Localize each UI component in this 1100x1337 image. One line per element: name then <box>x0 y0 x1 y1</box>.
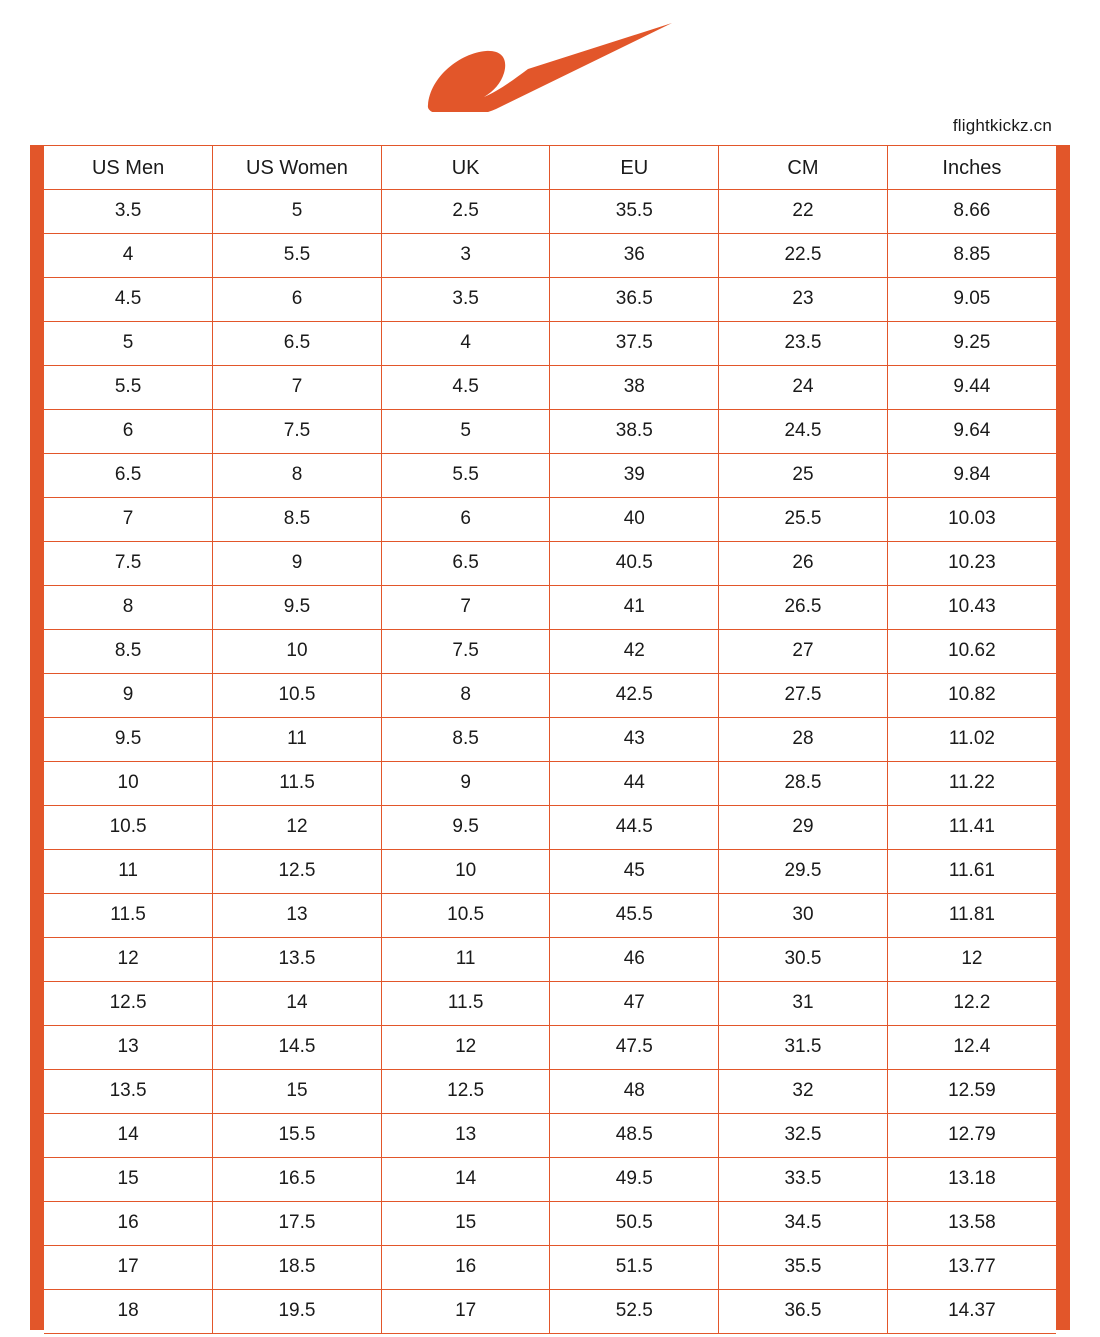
table-cell: 34.5 <box>719 1202 888 1246</box>
table-cell: 37.5 <box>550 322 719 366</box>
table-cell: 18 <box>44 1290 213 1334</box>
table-cell: 42.5 <box>550 674 719 718</box>
table-cell: 9 <box>213 542 382 586</box>
table-cell: 44 <box>550 762 719 806</box>
table-cell: 31.5 <box>719 1026 888 1070</box>
table-cell: 32 <box>719 1070 888 1114</box>
table-row <box>44 278 1056 322</box>
table-row <box>44 1246 1056 1290</box>
table-cell: 13.58 <box>887 1202 1056 1246</box>
table-cell: 7 <box>44 498 213 542</box>
table-cell: 9 <box>44 674 213 718</box>
column-header-uk: UK <box>381 146 550 190</box>
table-cell: 47.5 <box>550 1026 719 1070</box>
table-cell: 30 <box>719 894 888 938</box>
table-cell: 35.5 <box>719 1246 888 1290</box>
table-cell: 11 <box>213 718 382 762</box>
table-cell: 36.5 <box>550 278 719 322</box>
table-cell: 2.5 <box>381 190 550 234</box>
table-cell: 11.22 <box>887 762 1056 806</box>
table-row <box>44 586 1056 630</box>
table-row <box>44 1202 1056 1246</box>
table-row <box>44 366 1056 410</box>
table-cell: 12 <box>213 806 382 850</box>
table-cell: 9.05 <box>887 278 1056 322</box>
table-cell: 29 <box>719 806 888 850</box>
table-cell: 12 <box>887 938 1056 982</box>
table-row <box>44 982 1056 1026</box>
table-cell: 10.5 <box>381 894 550 938</box>
table-cell: 12 <box>44 938 213 982</box>
table-cell: 10.43 <box>887 586 1056 630</box>
table-row <box>44 322 1056 366</box>
table-row <box>44 234 1056 278</box>
table-row <box>44 938 1056 982</box>
table-cell: 11.5 <box>44 894 213 938</box>
table-cell: 15 <box>381 1202 550 1246</box>
table-cell: 35.5 <box>550 190 719 234</box>
table-cell: 7 <box>213 366 382 410</box>
table-cell: 36 <box>550 234 719 278</box>
table-cell: 6 <box>213 278 382 322</box>
table-cell: 11.5 <box>213 762 382 806</box>
table-cell: 4.5 <box>44 278 213 322</box>
table-row <box>44 630 1056 674</box>
table-cell: 5 <box>213 190 382 234</box>
table-row <box>44 410 1056 454</box>
table-cell: 11.61 <box>887 850 1056 894</box>
table-cell: 6.5 <box>381 542 550 586</box>
table-row <box>44 762 1056 806</box>
table-cell: 15.5 <box>213 1114 382 1158</box>
table-cell: 7.5 <box>381 630 550 674</box>
table-cell: 8.5 <box>381 718 550 762</box>
table-cell: 6.5 <box>44 454 213 498</box>
table-cell: 48 <box>550 1070 719 1114</box>
table-cell: 6 <box>381 498 550 542</box>
table-cell: 51.5 <box>550 1246 719 1290</box>
table-cell: 13 <box>44 1026 213 1070</box>
table-cell: 8 <box>381 674 550 718</box>
table-cell: 41 <box>550 586 719 630</box>
table-cell: 5.5 <box>44 366 213 410</box>
table-cell: 11.81 <box>887 894 1056 938</box>
table-cell: 11.41 <box>887 806 1056 850</box>
table-cell: 19.5 <box>213 1290 382 1334</box>
table-cell: 6 <box>44 410 213 454</box>
table-row <box>44 718 1056 762</box>
table-cell: 4 <box>381 322 550 366</box>
table-cell: 6.5 <box>213 322 382 366</box>
table-cell: 10 <box>381 850 550 894</box>
table-cell: 10 <box>213 630 382 674</box>
table-cell: 10.5 <box>44 806 213 850</box>
table-cell: 14 <box>213 982 382 1026</box>
table-cell: 23 <box>719 278 888 322</box>
shoe-size-table <box>44 145 1056 1334</box>
column-header-us-women: US Women <box>213 146 382 190</box>
table-cell: 8 <box>44 586 213 630</box>
table-cell: 18.5 <box>213 1246 382 1290</box>
table-cell: 12.4 <box>887 1026 1056 1070</box>
table-cell: 12.5 <box>213 850 382 894</box>
table-cell: 3.5 <box>381 278 550 322</box>
brand-logo <box>0 0 1100 120</box>
table-cell: 8.5 <box>44 630 213 674</box>
table-cell: 31 <box>719 982 888 1026</box>
table-cell: 13.18 <box>887 1158 1056 1202</box>
table-cell: 44.5 <box>550 806 719 850</box>
table-cell: 28 <box>719 718 888 762</box>
table-cell: 27 <box>719 630 888 674</box>
table-cell: 10.03 <box>887 498 1056 542</box>
table-cell: 9.44 <box>887 366 1056 410</box>
table-cell: 25 <box>719 454 888 498</box>
table-cell: 33.5 <box>719 1158 888 1202</box>
table-cell: 36.5 <box>719 1290 888 1334</box>
column-header-us-men: US Men <box>44 146 213 190</box>
table-cell: 28.5 <box>719 762 888 806</box>
table-cell: 10 <box>44 762 213 806</box>
table-cell: 13.5 <box>213 938 382 982</box>
table-cell: 8 <box>213 454 382 498</box>
table-cell: 17.5 <box>213 1202 382 1246</box>
table-cell: 48.5 <box>550 1114 719 1158</box>
table-cell: 24 <box>719 366 888 410</box>
table-cell: 13 <box>213 894 382 938</box>
table-cell: 9.64 <box>887 410 1056 454</box>
table-cell: 7 <box>381 586 550 630</box>
table-cell: 14.5 <box>213 1026 382 1070</box>
table-cell: 15 <box>44 1158 213 1202</box>
table-cell: 14.37 <box>887 1290 1056 1334</box>
table-cell: 10.82 <box>887 674 1056 718</box>
table-row <box>44 674 1056 718</box>
table-cell: 26.5 <box>719 586 888 630</box>
table-cell: 32.5 <box>719 1114 888 1158</box>
table-cell: 10.62 <box>887 630 1056 674</box>
table-cell: 45 <box>550 850 719 894</box>
table-cell: 9.5 <box>381 806 550 850</box>
watermark-text: flightkickz.cn <box>952 116 1052 135</box>
table-cell: 40 <box>550 498 719 542</box>
table-cell: 5.5 <box>381 454 550 498</box>
table-row <box>44 1114 1056 1158</box>
table-cell: 13.5 <box>44 1070 213 1114</box>
table-cell: 3.5 <box>44 190 213 234</box>
table-cell: 12.79 <box>887 1114 1056 1158</box>
table-cell: 11 <box>44 850 213 894</box>
table-cell: 8.85 <box>887 234 1056 278</box>
table-row <box>44 850 1056 894</box>
table-cell: 16 <box>381 1246 550 1290</box>
table-cell: 16.5 <box>213 1158 382 1202</box>
table-cell: 27.5 <box>719 674 888 718</box>
table-body <box>44 190 1056 1334</box>
table-header-row <box>44 146 1056 190</box>
table-cell: 42 <box>550 630 719 674</box>
table-cell: 5.5 <box>213 234 382 278</box>
column-header-cm: CM <box>719 146 888 190</box>
table-cell: 7.5 <box>44 542 213 586</box>
table-cell: 9.84 <box>887 454 1056 498</box>
table-cell: 13.77 <box>887 1246 1056 1290</box>
table-cell: 14 <box>44 1114 213 1158</box>
table-cell: 9.5 <box>213 586 382 630</box>
table-cell: 12.5 <box>381 1070 550 1114</box>
table-cell: 10.23 <box>887 542 1056 586</box>
table-cell: 11.02 <box>887 718 1056 762</box>
column-header-eu: EU <box>550 146 719 190</box>
table-row <box>44 190 1056 234</box>
table-row <box>44 806 1056 850</box>
table-cell: 12 <box>381 1026 550 1070</box>
table-cell: 9.25 <box>887 322 1056 366</box>
table-cell: 11.5 <box>381 982 550 1026</box>
table-cell: 43 <box>550 718 719 762</box>
table-cell: 15 <box>213 1070 382 1114</box>
table-cell: 12.2 <box>887 982 1056 1026</box>
table-cell: 24.5 <box>719 410 888 454</box>
table-row <box>44 454 1056 498</box>
table-cell: 45.5 <box>550 894 719 938</box>
table-cell: 12.59 <box>887 1070 1056 1114</box>
table-cell: 17 <box>381 1290 550 1334</box>
table-cell: 4 <box>44 234 213 278</box>
table-row <box>44 498 1056 542</box>
table-cell: 9.5 <box>44 718 213 762</box>
table-cell: 5 <box>381 410 550 454</box>
table-cell: 17 <box>44 1246 213 1290</box>
table-row <box>44 1026 1056 1070</box>
table-cell: 7.5 <box>213 410 382 454</box>
table-cell: 9 <box>381 762 550 806</box>
table-cell: 13 <box>381 1114 550 1158</box>
table-cell: 23.5 <box>719 322 888 366</box>
table-cell: 22 <box>719 190 888 234</box>
table-cell: 30.5 <box>719 938 888 982</box>
table-row <box>44 894 1056 938</box>
table-cell: 12.5 <box>44 982 213 1026</box>
table-cell: 52.5 <box>550 1290 719 1334</box>
table-row <box>44 1158 1056 1202</box>
table-cell: 3 <box>381 234 550 278</box>
table-row <box>44 1070 1056 1114</box>
size-chart-frame <box>30 145 1070 1330</box>
table-cell: 5 <box>44 322 213 366</box>
table-cell: 22.5 <box>719 234 888 278</box>
column-header-inches: Inches <box>887 146 1056 190</box>
table-cell: 46 <box>550 938 719 982</box>
table-row <box>44 542 1056 586</box>
table-cell: 25.5 <box>719 498 888 542</box>
table-cell: 26 <box>719 542 888 586</box>
table-cell: 39 <box>550 454 719 498</box>
table-cell: 38.5 <box>550 410 719 454</box>
table-cell: 40.5 <box>550 542 719 586</box>
nike-swoosh-icon <box>420 17 680 112</box>
table-row <box>44 1290 1056 1334</box>
table-cell: 8.5 <box>213 498 382 542</box>
table-cell: 14 <box>381 1158 550 1202</box>
table-cell: 38 <box>550 366 719 410</box>
table-cell: 29.5 <box>719 850 888 894</box>
table-cell: 11 <box>381 938 550 982</box>
table-cell: 10.5 <box>213 674 382 718</box>
table-cell: 8.66 <box>887 190 1056 234</box>
table-cell: 16 <box>44 1202 213 1246</box>
table-cell: 47 <box>550 982 719 1026</box>
table-cell: 49.5 <box>550 1158 719 1202</box>
table-cell: 4.5 <box>381 366 550 410</box>
table-cell: 50.5 <box>550 1202 719 1246</box>
